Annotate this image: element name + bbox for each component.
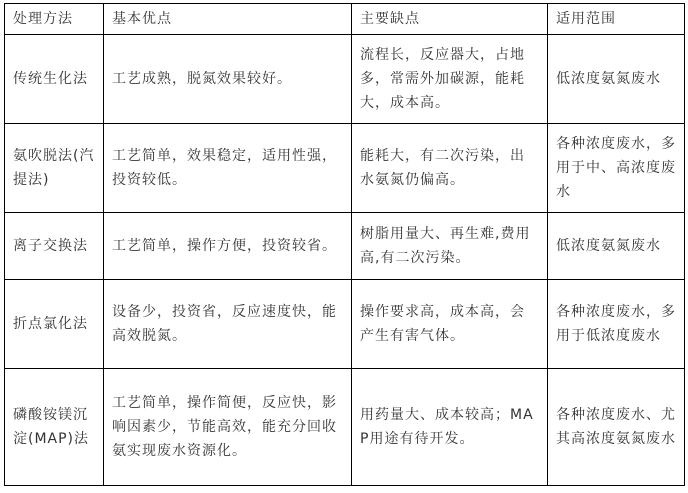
cell-disadvantages: 用药量大、成本较高；MAP用途有待开发。: [352, 369, 548, 486]
table-row: [5, 35, 685, 124]
header-method: 处理方法: [5, 4, 104, 35]
table-row: [5, 369, 685, 486]
cell-scope: 各种浓度废水，多用于中、高浓度废水: [548, 124, 685, 213]
table-row: [5, 280, 685, 369]
cell-method: 折点氯化法: [5, 280, 104, 369]
cell-disadvantages: 能耗大，有二次污染，出水氨氮仍偏高。: [352, 124, 548, 213]
comparison-table: [4, 3, 685, 486]
cell-method: 离子交换法: [5, 213, 104, 280]
cell-scope: 低浓度氨氮废水: [548, 35, 685, 124]
header-disadvantages: 主要缺点: [352, 4, 548, 35]
table-row: [5, 213, 685, 280]
cell-method: 传统生化法: [5, 35, 104, 124]
table-row: [5, 124, 685, 213]
cell-disadvantages: 操作要求高，成本高，会产生有害气体。: [352, 280, 548, 369]
cell-disadvantages: 树脂用量大、再生难,费用高,有二次污染。: [352, 213, 548, 280]
header-scope: 适用范围: [548, 4, 685, 35]
cell-advantages: 工艺简单，操作方便，投资较省。: [104, 213, 352, 280]
cell-method: 氨吹脱法(汽提法): [5, 124, 104, 213]
table-header-row: [5, 4, 685, 35]
header-advantages: 基本优点: [104, 4, 352, 35]
cell-scope: 各种浓度废水、尤其高浓度氨氮废水: [548, 369, 685, 486]
cell-advantages: 设备少，投资省，反应速度快，能高效脱氮。: [104, 280, 352, 369]
cell-scope: 低浓度氨氮废水: [548, 213, 685, 280]
cell-disadvantages: 流程长，反应器大，占地多，常需外加碳源，能耗大，成本高。: [352, 35, 548, 124]
cell-advantages: 工艺简单，效果稳定，适用性强，投资较低。: [104, 124, 352, 213]
cell-method: 磷酸铵镁沉淀(MAP)法: [5, 369, 104, 486]
cell-advantages: 工艺成熟，脱氮效果较好。: [104, 35, 352, 124]
cell-advantages: 工艺简单，操作简便，反应快，影响因素少，节能高效，能充分回收氨实现废水资源化。: [104, 369, 352, 486]
cell-scope: 各种浓度废水，多用于低浓度废水: [548, 280, 685, 369]
